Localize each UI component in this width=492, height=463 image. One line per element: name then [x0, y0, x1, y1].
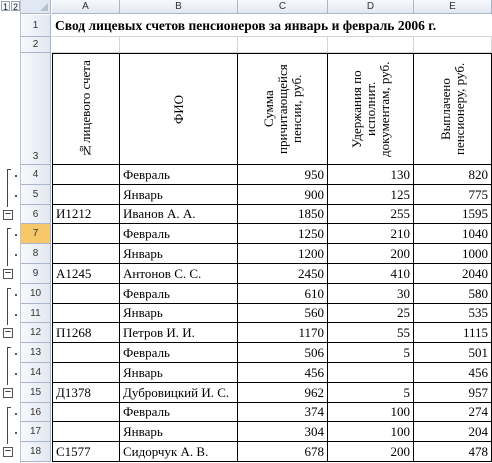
row-header-3[interactable]: 3: [21, 53, 51, 165]
outline-level-1-button[interactable]: 1: [2, 2, 8, 12]
cell-c9[interactable]: 2450: [238, 264, 328, 284]
cell-c18[interactable]: 678: [238, 442, 328, 462]
row-header-2[interactable]: 2: [21, 37, 51, 53]
cell-a6[interactable]: И1212: [52, 205, 120, 224]
cell-c13[interactable]: 506: [238, 343, 328, 363]
row-header-7[interactable]: 7: [21, 224, 51, 244]
cell-d14[interactable]: [328, 363, 414, 383]
cell-d16[interactable]: 100: [328, 403, 414, 422]
cell-c2[interactable]: [238, 37, 328, 53]
cell-b5[interactable]: Январь: [120, 185, 238, 205]
cell-a10[interactable]: [52, 284, 120, 304]
cell-e6[interactable]: 1595: [414, 205, 492, 224]
header-paid[interactable]: [414, 53, 492, 165]
cell-e10[interactable]: 580: [414, 284, 492, 304]
outline-collapse-button[interactable]: −: [4, 208, 12, 220]
outline-group-line: [7, 407, 8, 444]
cell-a7[interactable]: [52, 224, 120, 244]
row-header-17[interactable]: 17: [21, 422, 51, 442]
cell-c17[interactable]: 304: [238, 422, 328, 442]
cell-e8[interactable]: 1000: [414, 244, 492, 264]
cell-b15[interactable]: Дубровицкий И. С.: [120, 383, 238, 403]
cell-a18[interactable]: С1577: [52, 442, 120, 462]
sheet-title[interactable]: Свод лицевых счетов пенсионеров за январь и февраль 2006 г.: [52, 15, 492, 37]
header-deductions[interactable]: [328, 53, 414, 165]
cell-c5[interactable]: 900: [238, 185, 328, 205]
cell-e16[interactable]: 274: [414, 403, 492, 422]
cell-d9[interactable]: 410: [328, 264, 414, 284]
cell-b18[interactable]: Сидорчук А. В.: [120, 442, 238, 462]
row-header-10[interactable]: 10: [21, 284, 51, 304]
cell-c15[interactable]: 962: [238, 383, 328, 403]
cell-d15[interactable]: 5: [328, 383, 414, 403]
cell-e12[interactable]: 1115: [414, 323, 492, 343]
outline-group-line: [7, 169, 8, 207]
cell-a16[interactable]: [52, 403, 120, 422]
row-header-14[interactable]: 14: [21, 363, 51, 383]
header-sum-label: Сумма причитающейся пенсии, руб.: [260, 64, 304, 154]
header-deductions-label: Удержания по исполнит. документам, руб.: [348, 61, 392, 157]
cell-e18[interactable]: 478: [414, 442, 492, 462]
row-header-6[interactable]: 6: [21, 205, 51, 224]
cell-b11[interactable]: Январь: [120, 304, 238, 323]
cell-c6[interactable]: 1850: [238, 205, 328, 224]
row-header-1[interactable]: 1: [21, 15, 51, 37]
outline-group-tick: [7, 228, 11, 229]
column-header-d[interactable]: D: [328, 0, 414, 14]
cell-b13[interactable]: Февраль: [120, 343, 238, 363]
cell-c10[interactable]: 610: [238, 284, 328, 304]
outline-collapse-button[interactable]: −: [4, 326, 12, 338]
header-name[interactable]: [120, 53, 238, 165]
cell-c12[interactable]: 1170: [238, 323, 328, 343]
outline-group-tick: [7, 169, 11, 170]
cell-a4[interactable]: [52, 165, 120, 185]
cell-e4[interactable]: 820: [414, 165, 492, 185]
cell-d5[interactable]: 125: [328, 185, 414, 205]
cell-b16[interactable]: Февраль: [120, 403, 238, 422]
cell-e9[interactable]: 2040: [414, 264, 492, 284]
cell-d10[interactable]: 30: [328, 284, 414, 304]
cell-d18[interactable]: 200: [328, 442, 414, 462]
cell-a13[interactable]: [52, 343, 120, 363]
outline-group-tick: [7, 407, 11, 408]
cell-a14[interactable]: [52, 363, 120, 383]
cell-d6[interactable]: 255: [328, 205, 414, 224]
outline-detail-dot: [15, 432, 17, 434]
cell-d13[interactable]: 5: [328, 343, 414, 363]
row-header-16[interactable]: 16: [21, 403, 51, 422]
cell-b12[interactable]: Петров И. И.: [120, 323, 238, 343]
header-paid-label: Выплачено пенсионеру, руб.: [437, 62, 467, 156]
cell-b4[interactable]: Февраль: [120, 165, 238, 185]
row-header-4[interactable]: 4: [21, 165, 51, 185]
cell-c4[interactable]: 950: [238, 165, 328, 185]
header-name-label: ФИО: [170, 94, 186, 124]
cell-e5[interactable]: 775: [414, 185, 492, 205]
cell-a15[interactable]: Д1378: [52, 383, 120, 403]
outline-collapse-button[interactable]: −: [4, 267, 12, 279]
outline-level-2-button[interactable]: 2: [12, 2, 18, 12]
cell-b10[interactable]: Февраль: [120, 284, 238, 304]
cell-c16[interactable]: 374: [238, 403, 328, 422]
cell-a9[interactable]: А1245: [52, 264, 120, 284]
cell-b7[interactable]: Февраль: [120, 224, 238, 244]
cell-b2[interactable]: [120, 37, 238, 53]
cell-b6[interactable]: Иванов А. А.: [120, 205, 238, 224]
header-account-label: №лицевого счета: [78, 60, 93, 158]
outline-detail-dot: [15, 314, 17, 316]
cell-a11[interactable]: [52, 304, 120, 323]
row-header-8[interactable]: 8: [21, 244, 51, 264]
outline-collapse-button[interactable]: −: [4, 386, 12, 398]
cell-c11[interactable]: 560: [238, 304, 328, 323]
cell-d12[interactable]: 55: [328, 323, 414, 343]
outline-group-line: [7, 288, 8, 325]
outline-detail-dot: [15, 413, 17, 415]
cell-a2[interactable]: [52, 37, 120, 53]
column-header-c[interactable]: C: [238, 0, 328, 14]
outline-group-tick: [7, 288, 11, 289]
outline-group-tick: [7, 347, 11, 348]
outline-detail-dot: [15, 195, 17, 197]
column-header-b[interactable]: B: [120, 0, 238, 14]
cell-b8[interactable]: Январь: [120, 244, 238, 264]
cell-c14[interactable]: 456: [238, 363, 328, 383]
cell-d8[interactable]: 200: [328, 244, 414, 264]
cell-c8[interactable]: 1200: [238, 244, 328, 264]
row-header-18[interactable]: 18: [21, 442, 51, 462]
cell-e7[interactable]: 1040: [414, 224, 492, 244]
cell-b17[interactable]: Январь: [120, 422, 238, 442]
outline-detail-dot: [15, 234, 17, 236]
outline-detail-dot: [15, 175, 17, 177]
outline-detail-dot: [15, 373, 17, 375]
outline-group-line: [7, 228, 8, 266]
cell-e2[interactable]: [414, 37, 492, 53]
cell-e15[interactable]: 957: [414, 383, 492, 403]
cell-e17[interactable]: 204: [414, 422, 492, 442]
cell-d2[interactable]: [328, 37, 414, 53]
cell-b9[interactable]: Антонов С. С.: [120, 264, 238, 284]
cell-b14[interactable]: Январь: [120, 363, 238, 383]
cell-d17[interactable]: 100: [328, 422, 414, 442]
row-header-15[interactable]: 15: [21, 383, 51, 403]
cell-a5[interactable]: [52, 185, 120, 205]
column-header-e[interactable]: E: [414, 0, 492, 14]
header-account[interactable]: [52, 53, 120, 165]
header-sum[interactable]: [238, 53, 328, 165]
cell-d4[interactable]: 130: [328, 165, 414, 185]
row-header-5[interactable]: 5: [21, 185, 51, 205]
row-header-13[interactable]: 13: [21, 343, 51, 363]
cell-a8[interactable]: [52, 244, 120, 264]
cell-e13[interactable]: 501: [414, 343, 492, 363]
column-header-a[interactable]: A: [52, 0, 120, 14]
outline-detail-dot: [15, 254, 17, 256]
row-header-9[interactable]: 9: [21, 264, 51, 284]
cell-d11[interactable]: 25: [328, 304, 414, 323]
cell-a17[interactable]: [52, 422, 120, 442]
row-header-11[interactable]: 11: [21, 304, 51, 323]
outline-group-line: [7, 347, 8, 385]
cell-d7[interactable]: 210: [328, 224, 414, 244]
cell-c7[interactable]: 1250: [238, 224, 328, 244]
outline-detail-dot: [15, 353, 17, 355]
cell-e11[interactable]: 535: [414, 304, 492, 323]
select-all-corner[interactable]: [21, 0, 51, 14]
cell-e14[interactable]: 456: [414, 363, 492, 383]
outline-detail-dot: [15, 294, 17, 296]
row-header-12[interactable]: 12: [21, 323, 51, 343]
cell-a12[interactable]: П1268: [52, 323, 120, 343]
outline-collapse-button[interactable]: −: [4, 445, 12, 457]
